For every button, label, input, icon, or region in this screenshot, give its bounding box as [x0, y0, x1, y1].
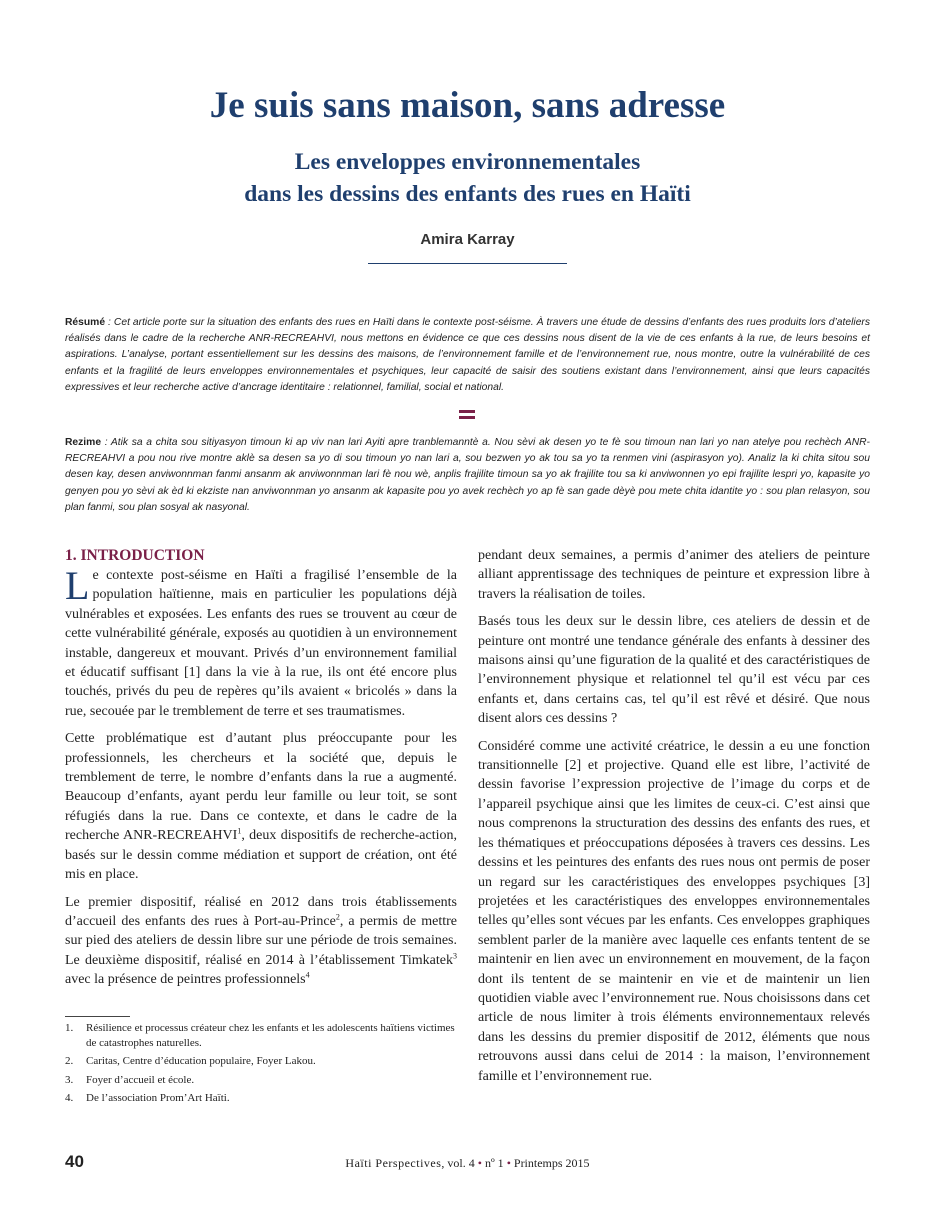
paragraph: pendant deux semaines, a permis d’animer des ateliers de peinture alliant apprentissage des techniques de peinture et expression libre à travers la réalisation de toiles.	[478, 548, 870, 602]
footnote-ref: 1	[237, 826, 242, 836]
abstract-french	[65, 315, 870, 396]
abstract-creole	[65, 435, 870, 516]
paragraph-text: avec la présence de peintres professionnels	[65, 972, 306, 988]
footnote	[65, 1091, 457, 1106]
left-column	[65, 546, 457, 990]
abstract-text: : Cet article porte sur la situation des enfants des rues en Haïti dans le contexte post-séisme. À travers une étude de dessins d’enfants des rues produits lors d’ateliers réalisés dans le cadre de la recherche ANR-RECREAHVI, nous mettons en évidence ce que ces dessins nous disent de la vie de ces enfants à la rue, de leurs besoins et aspirations. L’analyse, portant essentiellement sur les dessins des maisons, de l’environnement famille et de l’environnement rue, nous montre, outre la vulnérabilité de ces enfants et la fragilité de leurs enveloppes environnementales et psychiques, leur capacité de saisir des soutiens existant dans l’environnement, ainsi que leurs capacités expressives et leur recherche active d’ancrage identitaire : relationnel, familial, social et national.	[65, 317, 870, 393]
journal-name: Haïti Perspectives	[345, 1156, 442, 1170]
intro-paragraph-2	[65, 729, 457, 884]
footnote-ref: 2	[335, 912, 340, 922]
section-heading: 1. INTRODUCTION	[65, 547, 205, 564]
footnote-ref: 4	[305, 970, 310, 980]
paragraph: Basés tous les deux sur le dessin libre, ces ateliers de dessin et de peinture ont montré une tendance générale des enfants à dessiner des maisons ainsi qu’une figuration de la qualité et des caractéristiques de l’environnement physique et relationnel tel qu’il est vécu par ces enfants et, dans certains cas, tel qu’il est rêvé et désiré. Que nous disent alors ces dessins ?	[478, 614, 870, 727]
three-bar-separator-icon	[459, 410, 475, 426]
footnote	[65, 1021, 457, 1050]
intro-paragraph-1	[65, 563, 457, 721]
paragraph-text: e contexte post-séisme en Haïti a fragilisé l’ensemble de la population haïtienne, mais en particulier les populations déjà vulnérables et exposées. Les enfants des rues se trouvent au cœur de cette vulnérabilité générale, exposés au quotidien à un environnement instable, dangereux et mouvant. Privés d’un environnement familial et éducatif suffisant [1] dans la vie à la rue, ils ont été encore plus touchés, privés du peu de repères qu’ils avaient « bricolés » dans la rue, secouée par le tremblement de terre et ses traumatismes.	[65, 568, 457, 719]
footnote-number: 3.	[65, 1073, 74, 1086]
subtitle-line-1: Les enveloppes environnementales	[294, 149, 641, 175]
issue: nº 1	[481, 1156, 507, 1170]
abstract-label: Résumé	[65, 317, 106, 328]
bullet: •	[477, 1156, 482, 1170]
page-number: 40	[65, 1152, 84, 1171]
subtitle-line-2: dans les dessins des enfants des rues en Haïti	[244, 181, 691, 207]
footnotes	[65, 1021, 457, 1110]
rezime-text: : Atik sa a chita sou sitiyasyon timoun ki ap viv nan lari Ayiti apre tranblemanntè a. Nou sèvi ak desen yo te fè sou timoun nan lari yo nan atelye pou rechèch ANR-RECREAHVI a pou nou rive montre aklè sa desen sa yo di sou timoun yo nan lari a, sou bezwen yo ak tou sa yo ta renmen vini (aspirasyon yo). Analiz la ki chita sitou sou desen kay, desen anviwonnman fanmi ansanm ak anviwonnman lari fè nou wè, anplis frajilite timoun sa yo ak frajilite tou sa ki anviwonnen yo epi frajilite lespri yo, kapasite yo genyen pou yo sèvi ak èd ki ekziste nan anviwonnman yo ansanm ak kapasite pou yo avek rechèch yo ap fè san gade dèyè pou mete chita idantite yo : sou plan relasyon, sou plan fanmi, sou plan sosyal ak nasyonal.	[65, 437, 870, 513]
footnote	[65, 1054, 457, 1069]
footnote-text: Caritas, Centre d’éducation populaire, Foyer Lakou.	[86, 1055, 316, 1067]
footnote-number: 4.	[65, 1092, 74, 1104]
paragraph-text: Le premier dispositif, réalisé en 2012 dans trois établissements d’accueil des enfants des rues à Port-au-Prince	[65, 894, 457, 929]
paragraph-text: Cette problématique est d’autant plus préoccupante pour les professionnels, les chercheurs et la société que, depuis le tremblement de terre, le nombre d’enfants dans la rue a augmenté. Beaucoup d’enfants, ayant perdu leur famille ou leur toit, se sont réfugiés dans la rue. Dans ce contexte, et dans le cadre de la recherche ANR-RECREAHVI	[65, 731, 457, 844]
paragraph-text: , a permis de mettre sur pied des ateliers de dessin libre sur une période de trois semaines. Le deuxième dispositif, réalisé en 2014 à l’établissement Timkatek	[65, 913, 457, 968]
rezime-label: Rezime	[65, 437, 102, 448]
footnote-text: Foyer d’accueil et école.	[86, 1073, 195, 1086]
footnote-number: 1.	[65, 1022, 74, 1034]
paragraph-text: , deux dispositifs de recherche-action, basés sur le dessin comme médiation et support de création, ont été mis en place.	[65, 828, 457, 883]
volume: , vol. 4	[441, 1156, 478, 1170]
author-divider	[368, 263, 567, 264]
article-subtitle	[0, 146, 935, 210]
intro-paragraph-3	[65, 893, 457, 990]
footnote-divider	[65, 1016, 130, 1017]
footnote-text: Résilience et processus créateur chez les enfants et les adolescents haïtiens victimes de catastrophes naturelles.	[86, 1022, 455, 1049]
footnote-number: 2.	[65, 1055, 74, 1067]
paragraph: Considéré comme une activité créatrice, le dessin a eu une fonction transitionnelle [2] et projective. Quand elle est libre, l’activité de dessin favorise l’expression projective de l’image du corps et de l’appareil psychique ainsi que les limites de ceux-ci. C’est ainsi que nous comprenons la structuration des dessins des enfants des rues, et les thématiques et préoccupations déposées à travers ces dessins. Les dessins et les peintures des enfants des rues nous ont permis de poser un regard sur les caractéristiques des enveloppes psychiques [3] projetées et les caractéristiques des enveloppes environnementales telles qu’elles sont vécues par les enfants. Ces enveloppes graphiques semblent parler de la manière avec laquelle ces enfants tentent de se maintenir en lien avec un environnement en mouvement, de la façon dont ils tentent de se maintenir en vie et de maintenir un lien quotidien viable avec l’environnement rue. Nous choisissons dans cet article de nous limiter à trois éléments environnementaux relevés dans les dessins du premier dispositif de 2012, éléments que nous retrouvons aussi dans celui de 2014 : la maison, l’environnement famille et l’environnement rue.	[478, 738, 870, 1084]
season: Printemps 2015	[510, 1156, 590, 1170]
drop-cap: L	[65, 563, 90, 608]
bullet: •	[506, 1156, 511, 1170]
right-column	[478, 546, 870, 1086]
footnote	[65, 1073, 457, 1088]
footnote-ref: 3	[453, 951, 457, 961]
running-footer	[0, 1156, 935, 1171]
footnote-text: De l’association Prom’Art Haïti.	[86, 1092, 230, 1104]
author-name: Amira Karray	[420, 231, 515, 248]
article-title: Je suis sans maison, sans adresse	[209, 85, 726, 126]
